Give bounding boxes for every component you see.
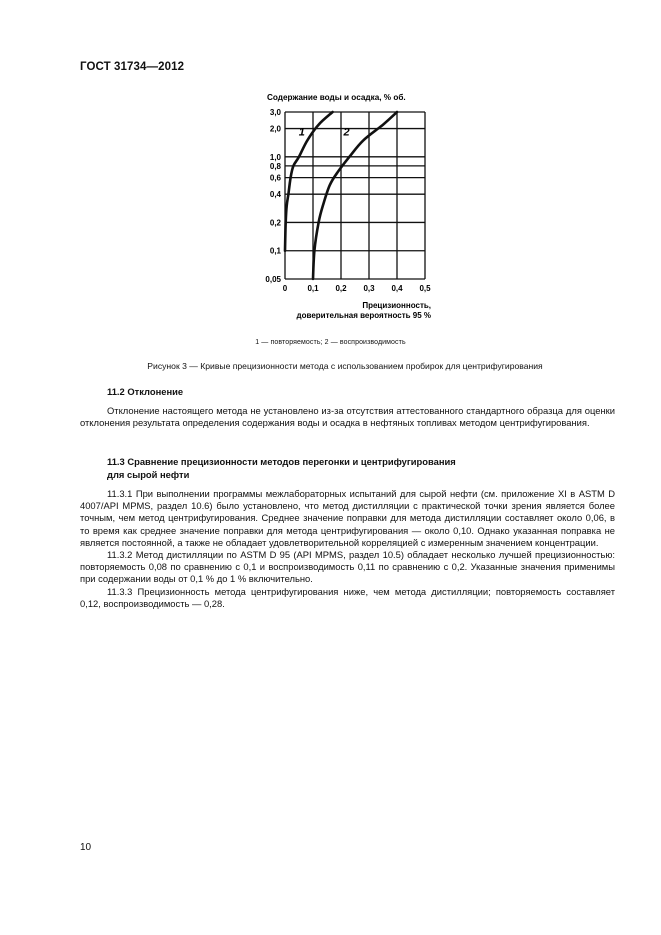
page-number: 10 [80,842,92,853]
series-label-1: 1 [298,126,305,139]
paragraph: Отклонение настоящего метода не установлено из-за отсутствия аттестованного стандартного образца для оценки отклонения результата определения содержания воды и осадка в нефтяных топливах методом центрифугирования. [80,405,615,429]
y-tick-label: 3,0 [269,108,281,117]
section-11-3-body [80,488,615,610]
y-tick-label: 0,4 [269,190,281,200]
figure-caption: Рисунок 3 — Кривые прецизионности метода с использованием пробирок для центрифугирования [147,361,543,371]
x-axis-label-line1: Прецизионность, [362,301,431,310]
series-label-2: 2 [343,126,350,139]
precision-chart [250,86,450,326]
y-tick-label: 1,0 [269,152,281,162]
paragraph: 11.3.1 При выполнении программы межлабораторных испытаний для сырой нефти (см. приложение XI в ASTM D 4007/API MPMS, раздел 10.6) было установлено, что метод дистилляции с практической точки зрения является более точным, чем метод центрифугирования. Среднее значение поправки для метода дистилляции составляет около 0,06, в то время как среднее значение поправки для метода центрифугирования — около 0,10. Однако указанная поправка не является постоянной, а также не обладает удовлетворительной корреляцией с измеренным значением концентрации. [80,488,615,548]
section-11-2-body [80,405,615,429]
y-tick-label: 2,0 [269,124,281,134]
section-11-3-heading [107,455,587,481]
x-tick-label: 0,3 [363,284,375,293]
series-curve-2 [313,112,397,279]
y-tick-label: 0,05 [265,275,281,284]
x-tick-label: 0,4 [391,284,403,293]
section-11-2-heading: 11.2 Отклонение [107,386,184,397]
paragraph: 11.3.2 Метод дистилляции по ASTM D 95 (API MPMS, раздел 10.5) обладает несколько лучшей прецизионностью: повторяемость 0,08 по сравнению с 0,1 и воспроизводимость 0,11 по сравнению с 0,2. Указанные значения применимы при содержании воды от 0,1 % до 1 % включительно. [80,549,615,585]
series-curve-1 [285,112,333,251]
x-axis-label-line2: доверительная вероятность 95 % [296,311,431,320]
y-tick-label: 0,1 [269,246,281,256]
y-axis-label: Содержание воды и осадка, % об. [267,93,406,102]
y-tick-label: 0,2 [269,218,281,228]
x-tick-label: 0,5 [419,284,431,293]
paragraph: 11.3.3 Прецизионность метода центрифугирования ниже, чем метода дистилляции; повторяемость составляет 0,12, воспроизводимость — 0,28. [80,585,615,609]
x-tick-label: 0,2 [335,284,347,293]
section-11-3-heading-line2: для сырой нефти [107,469,190,480]
section-11-3-heading-line1: 11.3 Сравнение прецизионности методов перегонки и центрифугирования [107,456,456,467]
x-tick-label: 0,1 [307,284,319,293]
y-tick-label: 0,8 [269,161,281,171]
x-tick-label: 0 [282,284,288,293]
document-header: ГОСТ 31734—2012 [80,61,185,73]
y-tick-label: 0,6 [269,173,281,183]
figure-legend: 1 — повторяемость; 2 — воспроизводимость [255,339,406,346]
